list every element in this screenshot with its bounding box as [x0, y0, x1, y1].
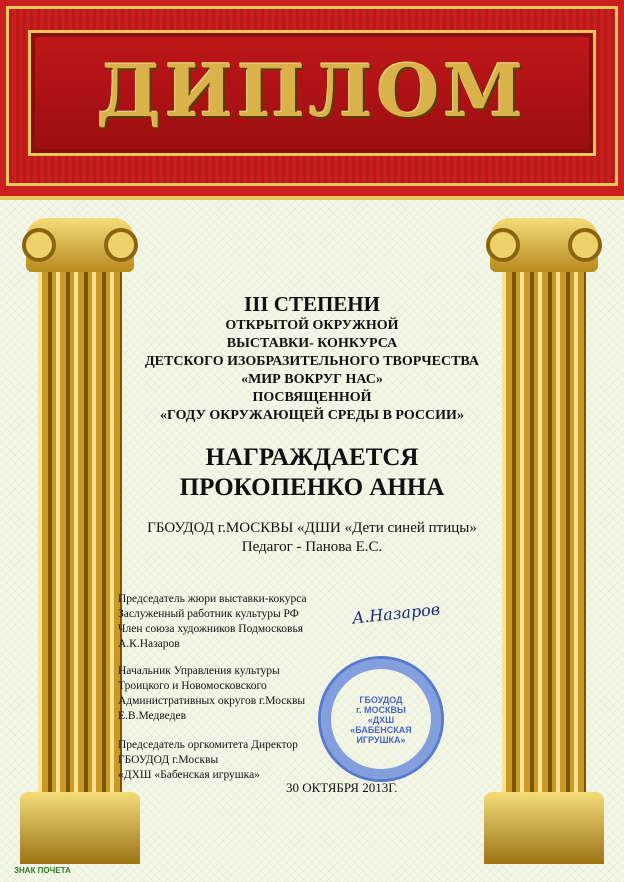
footer-logo: ЗНАК ПОЧЕТА: [14, 866, 71, 875]
award-line: ПОСВЯЩЕННОЙ: [252, 390, 372, 405]
stamp-line: «ДХШ: [367, 715, 395, 725]
signature-line: Член союза художников Подмосковья: [118, 623, 303, 635]
awarded-label: НАГРАЖДАЕТСЯ: [205, 444, 419, 471]
stamp-text: [339, 695, 423, 745]
left-column-capital: [26, 218, 134, 272]
right-column-capital: [490, 218, 598, 272]
header-banner: [0, 0, 624, 196]
signature-line: Председатель оргкомитета Директор: [118, 739, 298, 751]
signature-line: «ДХШ «Бабенская игрушка»: [118, 769, 260, 781]
left-column-base: [20, 792, 140, 864]
award-text: [110, 272, 514, 557]
award-line: «МИР ВОКРУГ НАС»: [241, 372, 383, 387]
culture-signature-block: [118, 664, 305, 724]
award-line: «ГОДУ ОКРУЖАЮЩЕЙ СРЕДЫ В РОССИИ»: [160, 408, 464, 423]
school-name: ГБОУДОД г.МОСКВЫ «ДШИ «Дети синей птицы»: [147, 520, 477, 536]
signature-line: Троицкого и Новомосковского: [118, 680, 267, 692]
signature-line: Начальник Управления культуры: [118, 665, 280, 677]
official-stamp: [318, 656, 444, 782]
teacher-name: Педагог - Панова Е.С.: [241, 539, 383, 555]
signature-line: Председатель жюри выставки-кокурса: [118, 593, 307, 605]
award-degree: III СТЕПЕНИ: [244, 292, 380, 316]
banner-divider: [0, 196, 624, 200]
award-date: 30 ОКТЯБРЯ 2013Г.: [286, 780, 398, 795]
award-line: ВЫСТАВКИ- КОНКУРСА: [226, 336, 398, 351]
diploma-title: ДИПЛОМ: [96, 48, 528, 133]
jury-signature-block: [118, 592, 307, 652]
signature-line: Административных округов г.Москвы: [118, 695, 306, 707]
committee-signature-block: [118, 738, 298, 783]
handwritten-signature: А.Назаров: [351, 599, 441, 628]
stamp-line: ГБОУДОД: [359, 695, 403, 705]
right-column-shaft: [502, 272, 586, 792]
signature-line: Е.В.Медведев: [118, 710, 187, 722]
signature-line: А.К.Назаров: [118, 638, 180, 650]
signature-line: Заслуженный работник культуры РФ: [118, 608, 299, 620]
stamp-line: «БАБЕНСКАЯ: [350, 725, 412, 735]
recipient-name: ПРОКОПЕНКО АННА: [179, 474, 445, 501]
signature-line: ГБОУДОД г.Москвы: [118, 754, 219, 766]
award-line: ОТКРЫТОЙ ОКРУЖНОЙ: [225, 318, 399, 333]
right-column-base: [484, 792, 604, 864]
award-line: ДЕТСКОГО ИЗОБРАЗИТЕЛЬНОГО ТВОРЧЕСТВА: [145, 354, 479, 369]
stamp-line: ИГРУШКА»: [356, 735, 406, 745]
stamp-line: г. МОСКВЫ: [356, 705, 406, 715]
